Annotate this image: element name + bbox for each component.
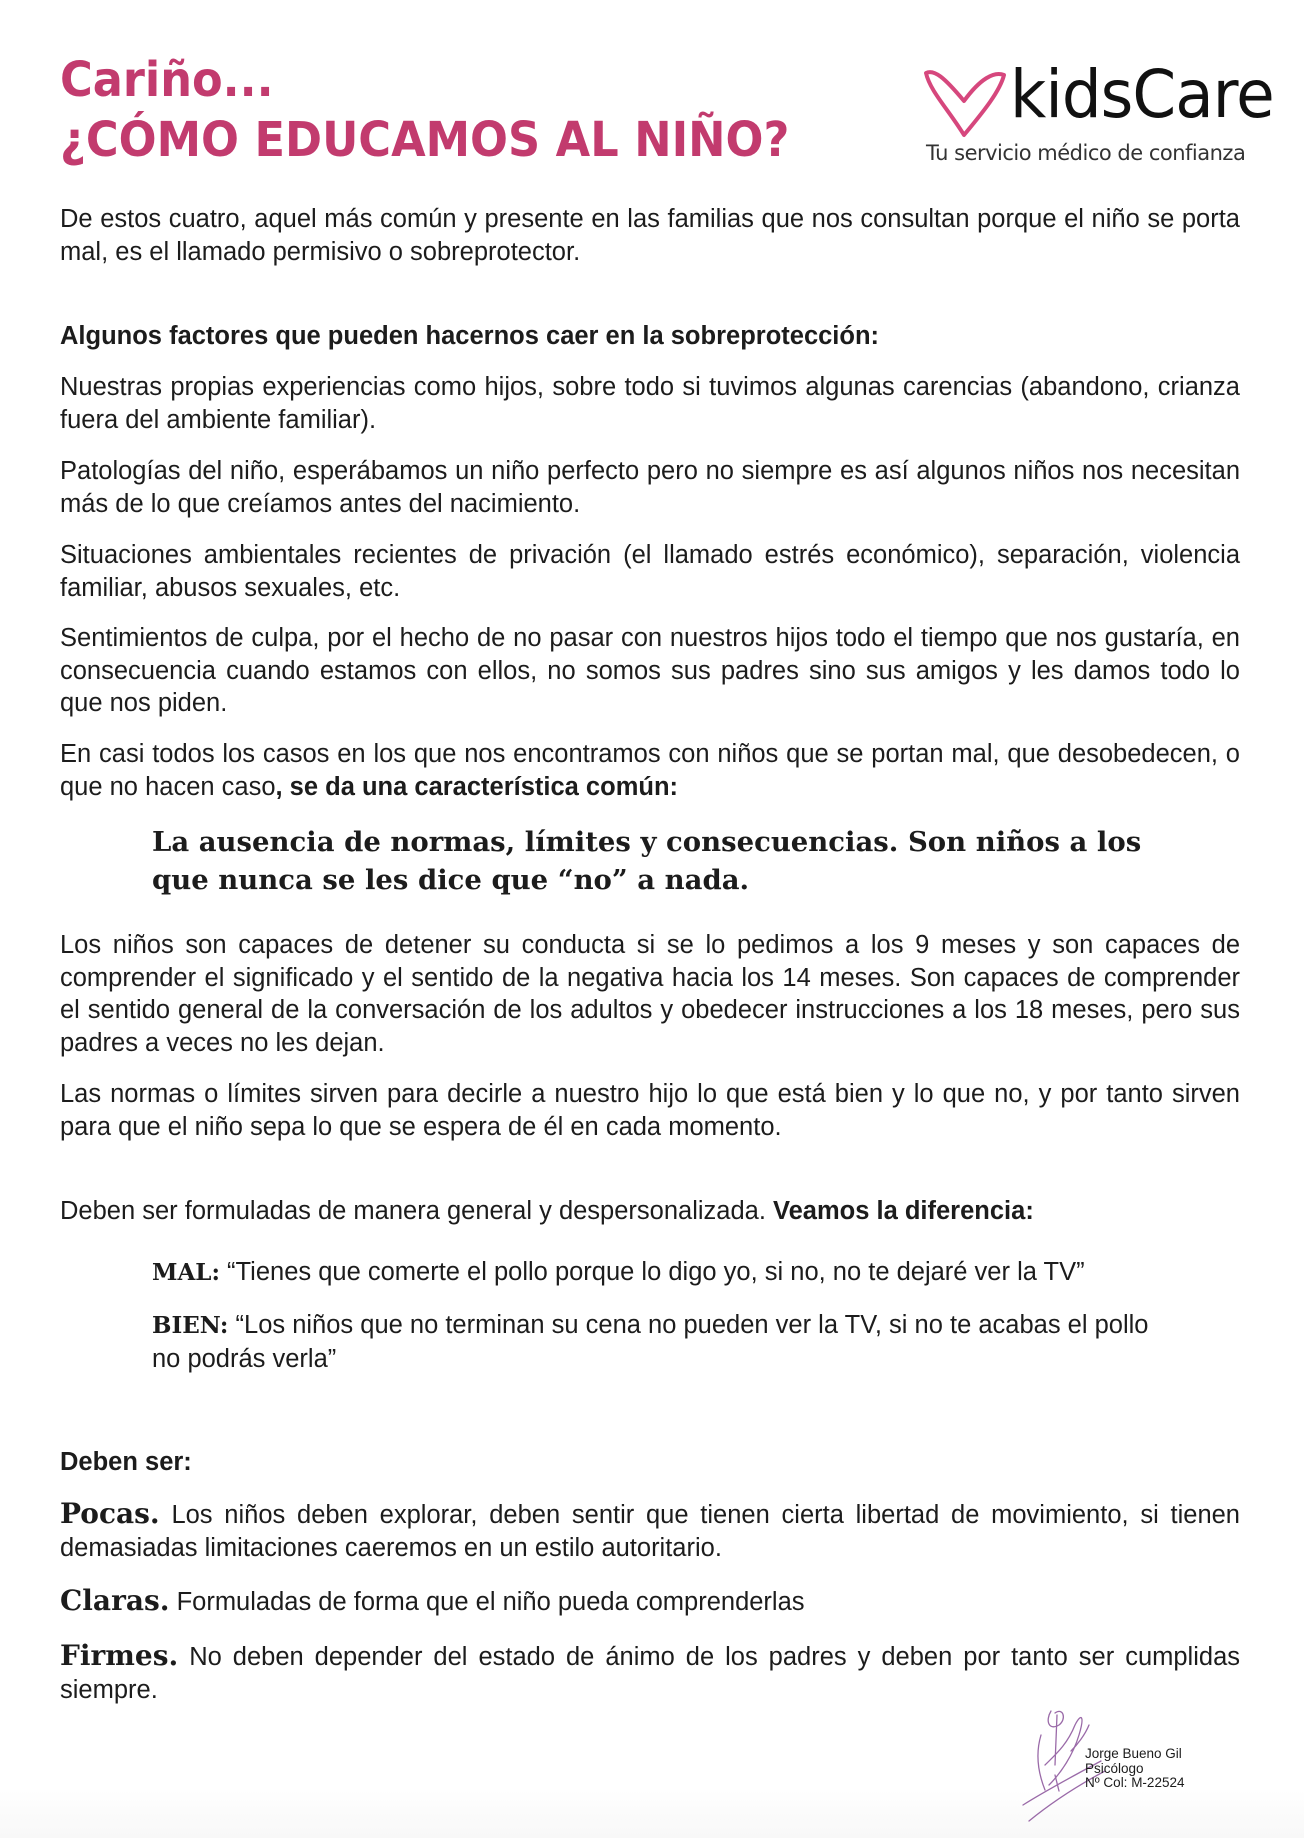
factor-item: Patologías del niño, esperábamos un niño perfecto pero no siempre es así algunos niños nos necesitan más de lo que creíamos antes del nacimiento. [60,457,1240,518]
development-paragraph: Los niños son capaces de detener su conducta si se lo pedimos a los 9 meses y son capaces de comprender el significado y el sentido de la negativa hacia los 14 meses. Son capaces de comprender el sentido general de la conversación de los adultos y obedecer instrucciones a los 18 meses, pero sus padres a veces no les dejan. [60,931,1240,1057]
title-line-1: Cariño... [60,52,274,108]
rule-term: Pocas. [60,1497,160,1530]
highlight-quote: La ausencia de normas, límites y consecuencias. Son niños a los que nunca se les dice que “no” a nada. [152,826,1142,896]
signature-details [1085,1747,1184,1791]
example-bad [152,1256,1162,1290]
factor-item: Sentimientos de culpa, por el hecho de no pasar con nuestros hijos todo el tiempo que nos gustaría, en consecuencia cuando estamos con ellos, no somos sus padres sino sus amigos y les damos todo lo que nos piden. [60,624,1240,717]
rule-term: Firmes. [60,1639,179,1672]
cases-bold: , se da una característica común: [275,772,679,801]
rule-text: No deben depender del estado de ánimo de los padres y deben por tanto ser cumplidas siempre. [60,1643,1240,1704]
formulation-text: Deben ser formuladas de manera general y despersonalizada. [60,1197,774,1225]
logo-tagline: Tu servicio médico de confianza [926,141,1246,165]
factors-heading: Algunos factores que pueden hacernos caer en la sobreprotección: [60,322,880,350]
formulation-paragraph [60,1195,1240,1228]
rule-term: Claras. [60,1584,170,1617]
example-label: MAL: [152,1259,220,1286]
example-label: BIEN: [152,1312,229,1339]
signer-name: Jorge Bueno Gil [1085,1746,1182,1761]
norms-paragraph: Las normas o límites sirven para decirle a nuestro hijo lo que está bien y lo que no, y por tanto sirven para que el niño sepa lo que se espera de él en cada momento. [60,1080,1240,1141]
rule-item [60,1585,1240,1619]
signature-block [1015,1695,1285,1825]
example-good [152,1309,1162,1375]
title-line-2: ¿CÓMO EDUCAMOS AL NIÑO? [60,112,790,168]
rule-text: Formuladas de forma que el niño pueda comprenderlas [169,1588,805,1616]
example-text: “Tienes que comerte el pollo porque lo digo yo, si no, no te dejaré ver la TV” [219,1258,1085,1286]
intro-paragraph: De estos cuatro, aquel más común y presente en las familias que nos consultan porque el niño se porta mal, es el llamado permisivo o sobreprotector. [60,205,1240,266]
cases-text: En casi todos los casos en los que nos encontramos con niños que se portan mal, que desobedecen, o que no hacen caso [60,740,1240,801]
page-title [60,50,789,170]
cases-paragraph [60,738,1240,803]
example-text: “Los niños que no terminan su cena no pueden ver la TV, si no te acabas el pollo no podrás verla” [152,1311,1149,1373]
must-be-heading: Deben ser: [60,1448,192,1476]
logo-wordmark: kidsCare [1010,56,1274,133]
heart-outline-icon [920,65,1010,140]
signer-role: Psicólogo [1085,1760,1144,1776]
factor-item: Situaciones ambientales recientes de privación (el llamado estrés económico), separación, violencia familiar, abusos sexuales, etc. [60,541,1240,602]
factor-item: Nuestras propias experiencias como hijos, sobre todo si tuvimos algunas carencias (abandono, crianza fuera del ambiente familiar). [60,373,1240,434]
formulation-bold: Veamos la diferencia: [773,1197,1034,1225]
rule-item [60,1498,1240,1564]
rule-text: Los niños deben explorar, deben sentir que tienen cierta libertad de movimiento, si tienen demasiadas limitaciones caeremos en un estilo autoritario. [60,1501,1240,1562]
signer-college-number: Nº Col: M-22524 [1085,1775,1185,1790]
kidscare-logo [920,55,1274,170]
